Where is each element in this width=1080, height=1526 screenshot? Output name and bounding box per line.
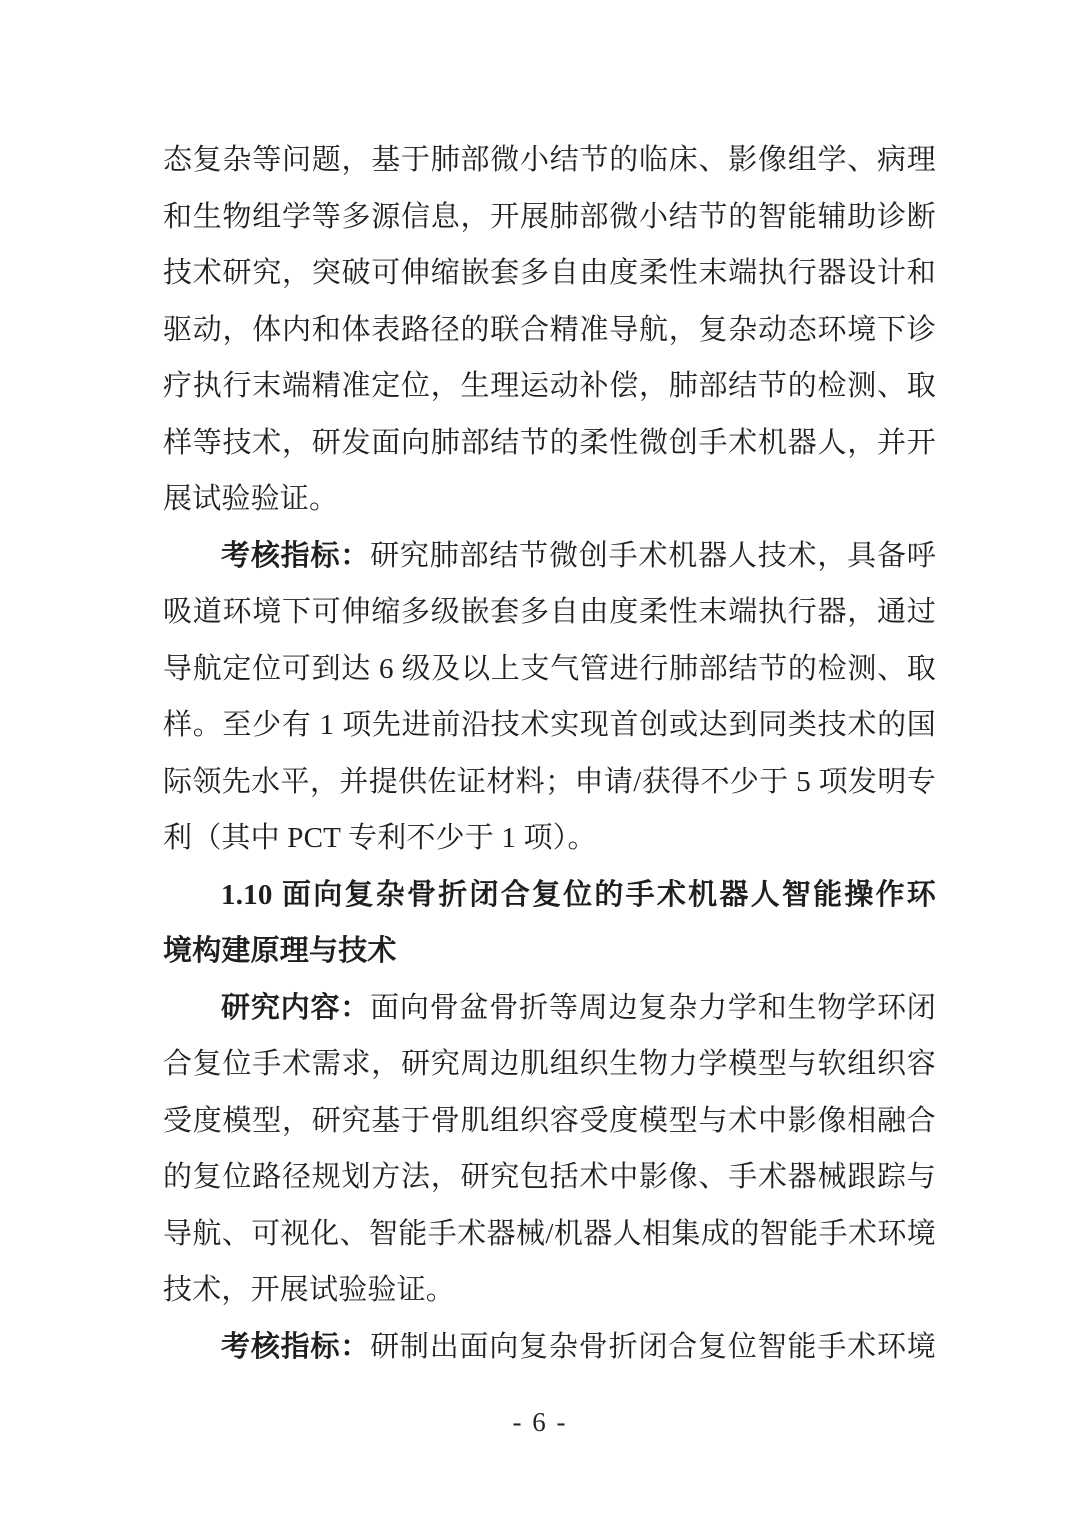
text-segment: 导航、可视化、智能手术器械/机器人相集成的智能手术环境 (163, 1217, 936, 1250)
text-line (163, 697, 936, 754)
text-segment: 展试验验证。 (163, 483, 339, 515)
text-segment: 和生物组学等多源信息，开展肺部微小结节的智能辅助诊断 (163, 200, 936, 233)
text-segment: 面向骨盆骨折等周边复杂力学和生物学环闭 (370, 991, 936, 1024)
text-segment-bold: 考核指标： (221, 539, 371, 572)
text-line (163, 1093, 936, 1150)
text-line (163, 189, 936, 246)
text-line (163, 1262, 936, 1319)
text-segment: 样等技术，研发面向肺部结节的柔性微创手术机器人，并开 (163, 426, 936, 459)
text-line (163, 980, 936, 1037)
text-segment: 技术研究，突破可伸缩嵌套多自由度柔性末端执行器设计和 (163, 257, 936, 289)
text-line (163, 584, 936, 641)
text-segment: 的复位路径规划方法，研究包括术中影像、手术器械跟踪与 (163, 1161, 936, 1193)
text-line (163, 1319, 936, 1376)
text-segment: 样。至少有 1 项先进前沿技术实现首创或达到同类技术的国 (163, 709, 936, 741)
text-segment-bold: 境构建原理与技术 (163, 935, 397, 967)
text-line (163, 1206, 936, 1263)
text-line (163, 1036, 936, 1093)
page-number: - 6 - (512, 1407, 568, 1437)
text-segment: 疗执行末端精准定位，生理运动补偿，肺部结节的检测、取 (163, 370, 936, 402)
text-segment-bold: 考核指标： (221, 1330, 371, 1363)
text-column (163, 132, 936, 1375)
text-line (163, 471, 936, 528)
text-segment: 受度模型，研究基于骨肌组织容受度模型与术中影像相融合 (163, 1104, 936, 1137)
text-segment-bold: 研究内容： (221, 991, 371, 1024)
text-line (163, 641, 936, 698)
text-segment: 导航定位可到达 6 级及以上支气管进行肺部结节的检测、取 (163, 652, 936, 685)
text-segment: 际领先水平，并提供佐证材料；申请/获得不少于 5 项发明专 (163, 765, 936, 798)
text-line (163, 415, 936, 472)
text-line (163, 810, 936, 867)
text-line (163, 1149, 936, 1206)
text-segment: 吸道环境下可伸缩多级嵌套多自由度柔性末端执行器，通过 (163, 596, 936, 628)
text-segment-bold: 1.10 面向复杂骨折闭合复位的手术机器人智能操作环 (221, 878, 936, 911)
text-segment: 态复杂等问题，基于肺部微小结节的临床、影像组学、病理 (163, 144, 936, 176)
text-segment: 驱动，体内和体表路径的联合精准导航，复杂动态环境下诊 (163, 313, 936, 346)
text-segment: 研制出面向复杂骨折闭合复位智能手术环境 (370, 1330, 936, 1363)
text-segment: 研究肺部结节微创手术机器人技术，具备呼 (370, 539, 936, 572)
text-line (163, 754, 936, 811)
text-line (163, 358, 936, 415)
text-line (163, 245, 936, 302)
text-segment: 利（其中 PCT 专利不少于 1 项）。 (163, 822, 597, 854)
text-line (163, 867, 936, 924)
text-line (163, 528, 936, 585)
text-line (163, 132, 936, 189)
text-segment: 技术，开展试验验证。 (163, 1274, 456, 1306)
text-line (163, 302, 936, 359)
text-line (163, 923, 936, 980)
text-segment: 合复位手术需求，研究周边肌组织生物力学模型与软组织容 (163, 1048, 936, 1080)
